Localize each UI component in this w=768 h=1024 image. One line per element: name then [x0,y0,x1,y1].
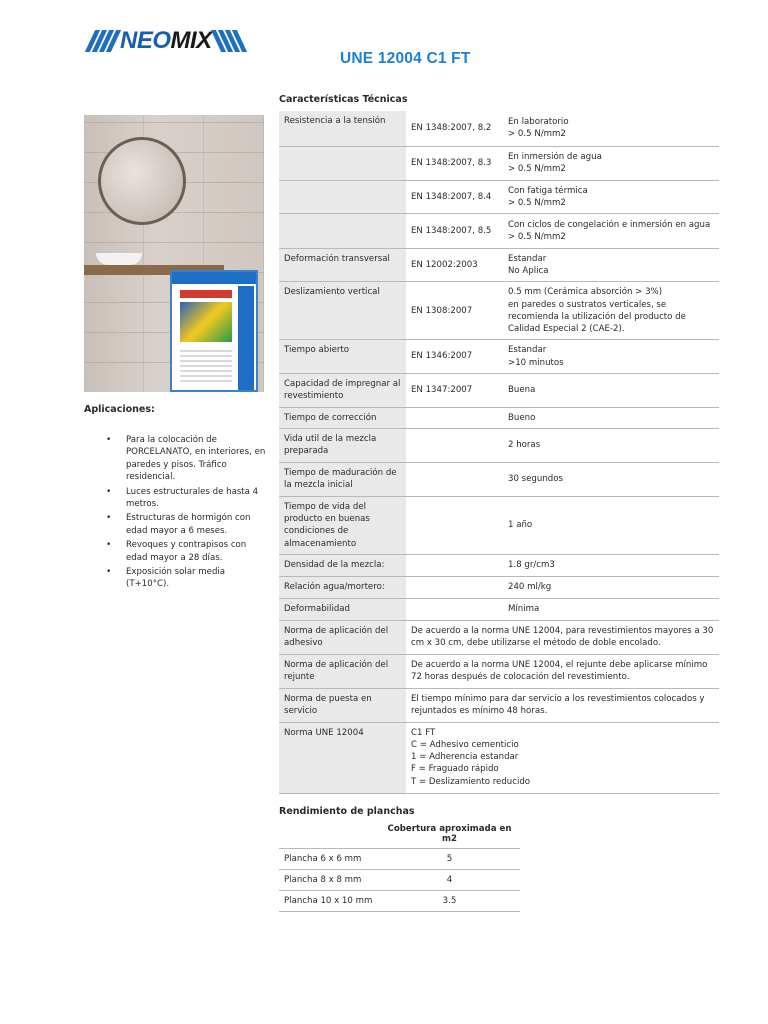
application-item: • Luces estructurales de hasta 4 metros. [126,486,266,511]
page-title: UNE 12004 C1 FT [340,50,471,67]
spec-description: C1 FT C = Adhesivo cementicio 1 = Adherencia estandar F = Fraguado rápido T = Deslizamiento reducido [406,722,719,793]
logo-text-mix: MIX [170,27,212,54]
spec-value: Estandar >10 minutos [503,340,719,373]
spec-value: 240 ml/kg [503,576,719,598]
spec-value: 2 horas [503,428,719,462]
yield-heading: Rendimiento de planchas [279,806,415,817]
sink-illustration [96,253,142,265]
spec-standard [406,554,503,576]
spec-row [279,111,719,146]
spec-value: Con fatiga térmica > 0.5 N/mm2 [503,180,719,213]
spec-row [279,282,719,340]
spec-row [279,654,719,688]
specs-table [279,111,719,794]
spec-property: Deformación transversal [279,248,406,281]
spec-standard: EN 1348:2007, 8.5 [406,213,503,248]
specs-heading: Características Técnicas [279,94,408,105]
spec-description: De acuerdo a la norma UNE 12004, para revestimientos mayores a 30 cm x 30 cm, debe utilizarse el método de doble encolado. [406,620,719,654]
application-item: • Para la colocación de PORCELANATO, en interiores, en paredes y pisos. Tráfico residencial. [126,434,266,484]
application-item: • Revoques y contrapisos con edad mayor a 28 días. [126,539,266,564]
spec-property: Tiempo abierto [279,340,406,373]
spec-standard [406,598,503,620]
yield-label: Plancha 6 x 6 mm [279,849,379,870]
spec-property: Deformabilidad [279,598,406,620]
spec-row [279,462,719,496]
spec-standard: EN 1348:2007, 8.2 [406,111,503,146]
application-item: • Exposición solar media (T+10°C). [126,566,266,591]
spec-value: 1 año [503,496,719,554]
spec-value: Mínima [503,598,719,620]
yield-header-label [279,820,379,849]
brand-logo [90,28,242,54]
spec-property: Norma de puesta en servicio [279,688,406,722]
spec-row [279,146,719,180]
yield-header-coverage: Cobertura aproximada en m2 [379,820,520,849]
spec-value: Bueno [503,407,719,428]
spec-row [279,598,719,620]
spec-description: El tiempo mínimo para dar servicio a los revestimientos colocados y rejuntados es mínimo 48 horas. [406,688,719,722]
spec-standard: EN 1346:2007 [406,340,503,373]
spec-row [279,407,719,428]
spec-standard: EN 1348:2007, 8.3 [406,146,503,180]
spec-value: 30 segundos [503,462,719,496]
spec-row [279,340,719,373]
spec-standard: EN 1348:2007, 8.4 [406,180,503,213]
logo-text-neo: NEO [120,27,171,54]
spec-property [279,146,406,180]
yield-value: 4 [379,870,520,891]
spec-standard [406,496,503,554]
spec-property: Norma de aplicación del adhesivo [279,620,406,654]
spec-row [279,180,719,213]
yield-label: Plancha 8 x 8 mm [279,870,379,891]
spec-standard [406,462,503,496]
spec-row [279,373,719,407]
spec-property: Tiempo de vida del producto en buenas condiciones de almacenamiento [279,496,406,554]
spec-property: Capacidad de impregnar al revestimiento [279,373,406,407]
yield-label: Plancha 10 x 10 mm [279,891,379,912]
yield-row [279,870,520,891]
spec-property: Resistencia a la tensión [279,111,406,146]
spec-value: En laboratorio > 0.5 N/mm2 [503,111,719,146]
spec-value: En inmersión de agua > 0.5 N/mm2 [503,146,719,180]
application-item: • Estructuras de hormigón con edad mayor a 6 meses. [126,512,266,537]
yield-value: 3.5 [379,891,520,912]
spec-row [279,554,719,576]
spec-property: Densidad de la mezcla: [279,554,406,576]
spec-value: 1.8 gr/cm3 [503,554,719,576]
spec-property: Relación agua/mortero: [279,576,406,598]
spec-standard: EN 1347:2007 [406,373,503,407]
spec-property: Deslizamiento vertical [279,282,406,340]
spec-standard [406,576,503,598]
spec-row [279,428,719,462]
yield-row [279,891,520,912]
yield-header-row [279,820,520,849]
spec-property: Norma UNE 12004 [279,722,406,793]
spec-value: Buena [503,373,719,407]
spec-property: Tiempo de corrección [279,407,406,428]
spec-property [279,180,406,213]
spec-value: 0.5 mm (Cerámica absorción > 3%) en paredes o sustratos verticales, se recomienda la utilización del producto de Calidad Especial 2 (CAE-2). [503,282,719,340]
spec-property [279,213,406,248]
applications-heading: Aplicaciones: [84,404,155,415]
spec-row [279,688,719,722]
product-bag-image [170,270,258,392]
spec-row [279,248,719,281]
spec-row [279,213,719,248]
yield-row [279,849,520,870]
diagonal-stripes-icon [216,30,242,52]
spec-property: Tiempo de maduración de la mezcla inicial [279,462,406,496]
spec-standard [406,407,503,428]
spec-standard: EN 1308:2007 [406,282,503,340]
spec-row [279,620,719,654]
spec-value: Con ciclos de congelación e inmersión en agua > 0.5 N/mm2 [503,213,719,248]
spec-row [279,576,719,598]
mirror-illustration [98,137,186,225]
spec-standard: EN 12002:2003 [406,248,503,281]
product-photo [84,115,264,392]
spec-value: Estandar No Aplica [503,248,719,281]
spec-property: Norma de aplicación del rejunte [279,654,406,688]
yield-table [279,820,520,912]
applications-list [126,434,266,593]
diagonal-stripes-icon [90,30,116,52]
spec-row [279,496,719,554]
spec-standard [406,428,503,462]
spec-description: De acuerdo a la norma UNE 12004, el rejunte debe aplicarse mínimo 72 horas después de colocación del revestimiento. [406,654,719,688]
yield-value: 5 [379,849,520,870]
spec-row [279,722,719,793]
spec-property: Vida util de la mezcla preparada [279,428,406,462]
